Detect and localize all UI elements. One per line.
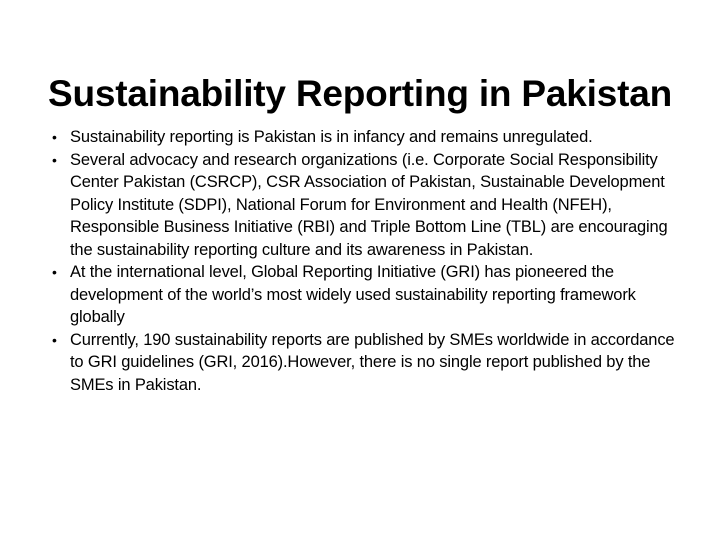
bullet-icon: • bbox=[52, 151, 57, 168]
bullet-item bbox=[50, 149, 690, 262]
bullet-icon: • bbox=[52, 264, 57, 280]
bullet-item bbox=[50, 126, 690, 149]
bullet-text: At the international level, Global Reporting Initiative (GRI) has pioneered the development of the world’s most widely used sustainability reporting framework globally bbox=[70, 263, 636, 326]
slide-title: Sustainability Reporting in Pakistan bbox=[48, 72, 672, 114]
bullet-text: Currently, 190 sustainability reports are published by SMEs worldwide in accordance to GRI guidelines (GRI, 2016).However, there is no single report published by the SMEs in Pakistan. bbox=[70, 330, 675, 394]
bullet-icon: • bbox=[52, 129, 57, 145]
bullet-text: Sustainability reporting is Pakistan is in infancy and remains unregulated. bbox=[70, 128, 593, 146]
bullet-text: Several advocacy and research organizations (i.e. Corporate Social Responsibility Center Pakistan (CSRCP), CSR Association of Pakistan, Sustainable Development Policy Institute (SDPI), National Forum for Environment and Health (NFEH), Responsible Business Initiative (RBI) and Triple Bottom Line (TBL) are encouraging the sustainability reporting culture and its awareness in Pakistan. bbox=[70, 150, 668, 259]
bullet-icon: • bbox=[52, 331, 57, 348]
bullet-item bbox=[50, 329, 690, 397]
bullet-item bbox=[50, 261, 690, 329]
bullet-list bbox=[50, 126, 690, 396]
